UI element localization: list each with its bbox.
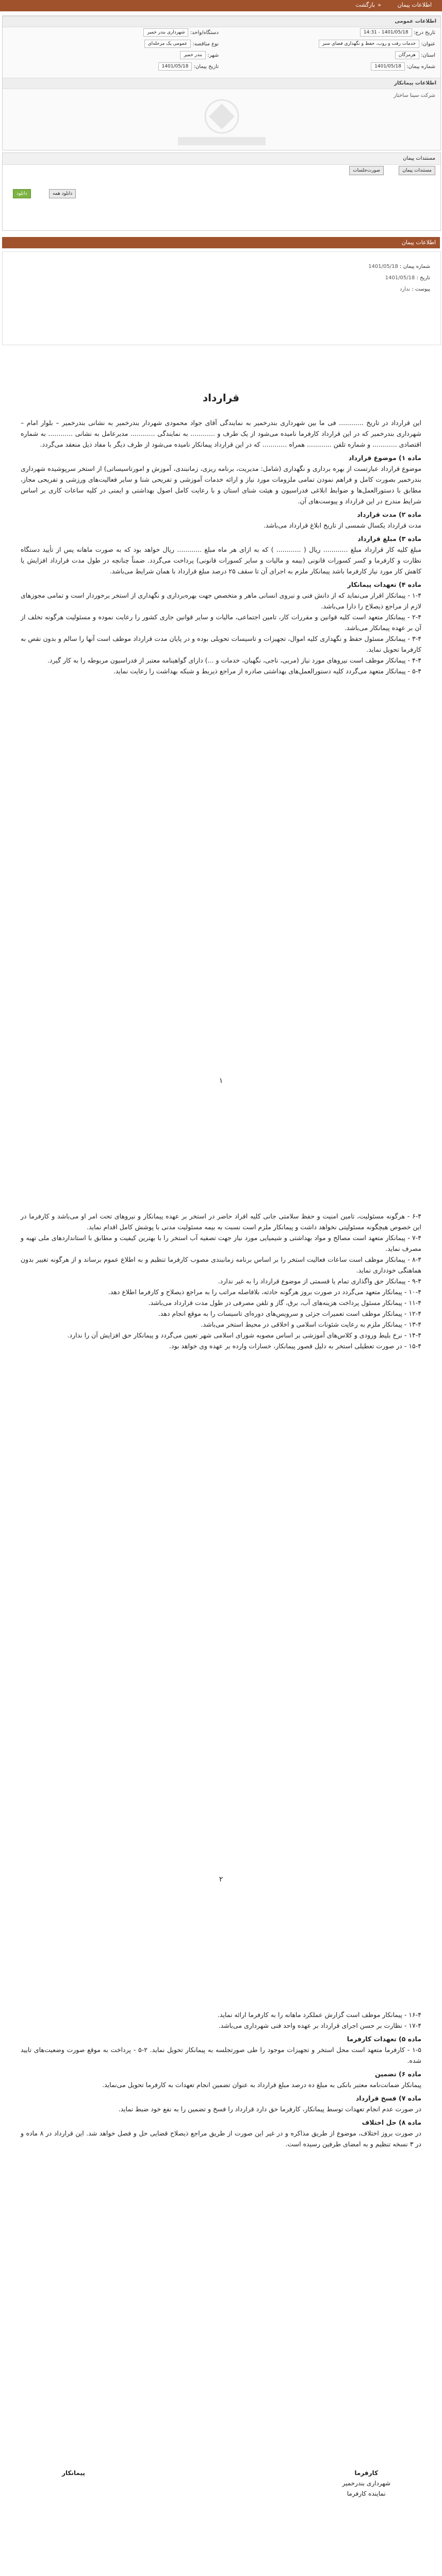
contractor-name-row [394,91,435,100]
documents-title: مستندات پیمان [403,156,435,161]
top-bar [0,0,442,11]
contract-section-bar: اطلاعات پیمان [2,237,440,248]
meta-value: ندارد [400,286,411,292]
download-button[interactable]: دانلود [13,189,31,198]
contract-page-3 [21,2009,421,2149]
employer-signature [342,2468,390,2499]
info-value: عمومی یک مرحله‌ای [144,40,191,48]
info-row [144,40,219,49]
article-item: ۱۴-۴ - نرخ بلیط ورودی و کلاس‌های آموزشی بر اساس مصوبه شورای اسلامی شهر تعیین می‌گردد و پیمانکار حق افزایش آن را ندارد. [67,1331,421,1339]
article-item: ۲-۴ - پیمانکار متعهد است کلیه قوانین و مقررات کار، تامین اجتماعی، مالیات و سایر قوانین جاری کشور را رعایت نموده و مسئولیت هرگونه تخلف از آن بر عهده پیمانکار می‌باشد. [21,613,421,632]
back-link[interactable]: بازگشت [355,2,375,8]
breadcrumb-separator: » [378,2,381,8]
contract-intro: این قرارداد در تاریخ ............ فی ما بین شهرداری بندرخمیر به نمایندگی آقای جواد محمودی شهردار بندرخمیر به نشانی بندرخمیر – بلوار امام – شهرداری بندرخمیر که در این قرارداد کارفرما نامیده می‌شود از یک طرف و ............ به نمایندگی ............ مدیرعامل به نشانی ............ به شماره اقتصادی ............ و شماره تلفن ............ همراه ............ که در این قرارداد پیمانکار نامیده می‌شود از طرف دیگر با مفاد ذیل منعقد می‌گردد. [21,419,421,448]
info-row [158,62,219,72]
article-text: مدت قرارداد یکسال شمسی از تاریخ ابلاغ قرارداد می‌باشد. [263,521,421,529]
meta-value: 1401/05/18 [368,264,398,269]
info-value: 1401/05/18 [158,62,192,71]
contractor-name: شرکت سینا ساختار [394,93,435,98]
article-item: ۸-۴ - پیمانکار موظف است ساعات فعالیت استخر را بر اساس برنامه زمانبندی مصوب کارفرما تنظیم و به اطلاع عموم برساند و از هرگونه تغییر بدون هماهنگی خودداری نماید. [21,1256,421,1274]
article-item: ۱۰-۴ - پیمانکار متعهد می‌گردد در صورت بروز هرگونه حادثه، بلافاصله مراتب را به مراجع ذیصلاح و کارفرما اطلاع دهد. [108,1288,421,1296]
meta-row: پیوست : ندارد [400,286,430,292]
article-item: ۶-۴ - هرگونه مسئولیت، تامین امنیت و حفظ سلامتی جانی کلیه افراد حاضر در استخر بر عهده پیمانکار و نیروهای تحت امر او می‌باشد و کارفرما در این خصوص هیچگونه مسئولیتی نخواهد داشت و پیمانکار ملزم است نسبت به بیمه مسئولیت مدنی با پوشش کامل اقدام نماید. [21,1212,421,1231]
article-item: ۱-۴ - پیمانکار اقرار می‌نماید که از دانش فنی و نیروی انسانی ماهر و متخصص جهت بهره‌برداری و نگهداری از استخر برخوردار است و تمامی مجوزهای لازم از مراجع ذیصلاح را دارا می‌باشد. [21,591,421,610]
article-text: در صورت عدم انجام تعهدات توسط پیمانکار، کارفرما حق دارد قرارداد را فسخ و تضمین را به نفع خود ضبط نماید. [118,2105,421,2113]
article-item: ۹-۴ - پیمانکار حق واگذاری تمام یا قسمتی از موضوع قرارداد را به غیر ندارد. [218,1277,421,1285]
article-title: ماده ۵) تعهدات کارفرما [347,2035,421,2043]
article-item: ۷-۴ - پیمانکار متعهد است مصالح و مواد بهداشتی و شیمیایی مورد نیاز جهت تصفیه آب استخر را با بهترین کیفیت و مطابق با استانداردهای ملی تهیه و مصرف نماید. [21,1234,421,1252]
article-item: ۳-۴ - پیمانکار مسئول حفظ و نگهداری کلیه اموال، تجهیزات و تاسیسات تحویلی بوده و در پایان مدت قرارداد موظف است آنها را سالم و بدون نقص به کارفرما تحویل نماید. [21,635,421,653]
contractor-title: پیمانکار [62,2469,85,2477]
article-item: ۵-۴ - پیمانکار متعهد می‌گردد کلیه دستورالعمل‌های بهداشتی صادره از مراجع ذیربط و شبکه بهداشت را رعایت نماید. [113,667,421,675]
article-text: ۱-۵ - کارفرما متعهد است محل استخر و تجهیزات موجود را طی صورتجلسه به پیمانکار تحویل نماید. ۲-۵ - پرداخت به موقع صورت وضعیت‌های تایید شده. [21,2046,422,2064]
info-label: تاریخ پیمان: [193,64,219,70]
tab-documents[interactable]: مستندات پیمان [399,166,435,175]
info-row [319,40,435,49]
info-row [360,28,435,38]
contract-meta [2,251,441,345]
info-value: 1401/05/18 - 14:31 [360,28,412,37]
article-text: موضوع قرارداد عبارتست از بهره برداری و نگهداری (شامل: مدیریت، برنامه ریزی، زمانبندی، آموزش و امورتاسیساتی) از استخر سرپوشیده شهرداری بندرخمیر بصورت کامل و فراهم نمودن تمامی ملزومات مورد نیاز و ارائه خدمات آموزشی و تفریحی شنا و سایر فعالیت‌های ورزشی و تفریحی مجاز، مطابق با دستورالعمل‌ها و ضوابط ابلاغی فدراسیون و هیئت شنای استان و با رعایت کامل اصول بهداشتی و ایمنی در کلیه ساعات کاری بر اساس شرایط مندرج در این قرارداد و پیوست‌های آن. [21,465,421,505]
info-row [371,62,435,72]
documents-panel [2,152,441,231]
documents-header [3,153,440,165]
article-item: ۱۵-۴ - در صورت تعطیلی استخر به دلیل قصور پیمانکار، خسارات وارده بر عهده وی خواهد بود. [169,1342,421,1350]
employer-title: کارفرما [354,2469,379,2477]
meta-row: تاریخ : 1401/05/18 [385,275,430,281]
info-label: نوع مناقصه: [192,41,219,47]
employer-org: شهرداری بندرخمیر [342,2480,390,2487]
article-item: ۴-۴ - پیمانکار موظف است نیروهای مورد نیاز (مربی، ناجی، نگهبان، خدمات و ...) دارای گواهینامه معتبر از فدراسیون مربوطه را به کار گیرد. [47,656,421,664]
info-label: شهر: [207,53,219,58]
info-value: شهرداری بندر خمیر [143,28,188,37]
article-title: ماده ۴) تعهدات پیمانکار [347,581,421,588]
article-item: ۱۲-۴ - پیمانکار موظف است تعمیرات جزئی و سرویس‌های دوره‌ای تاسیسات را به موقع انجام دهد. [158,1310,421,1317]
article-item: ۱۶-۴ - پیمانکار موظف است گزارش عملکرد ماهانه را به کارفرما ارائه نماید. [217,2011,421,2019]
article-text: مبلغ کلیه کار قرارداد مبلغ ............ ریال ( ............ ) که به ازای هر ماه مبلغ ............ ریال خواهد بود که به صورت ماهانه پس از تأیید دستگاه نظارت و کارفرما و کسر کسورات قانونی (بیمه و مالیات و سایر کسورات قانونی) پرداخت می‌گردد. ضمناً چنانچه در طول مدت قرارداد افزایش یا کاهش کار مورد نیاز کارفرما باشد پیمانکار ملزم به اجرای آن تا سقف ۲۵ درصد مبلغ قرارداد با همان شرایط می‌باشد. [21,546,421,575]
watermark-logo [157,96,286,152]
article-title: ماده ۱) موضوع قرارداد [348,454,421,462]
article-title: ماده ۶) تضمین [374,2070,421,2078]
info-label: دستگاه/واحد: [190,30,219,36]
article-item: ۱۷-۴ - نظارت بر حسن اجرای قرارداد بر عهده واحد فنی شهرداری می‌باشد. [218,2022,421,2029]
info-label: استان: [421,53,435,58]
employer-rep: نماینده کارفرما [347,2490,386,2497]
info-value: هرمزگان [395,51,419,59]
article-item: ۱۱-۴ - پیمانکار مسئول پرداخت هزینه‌های آب، برق، گاز و تلفن مصرفی در طول مدت قرارداد می‌باشد. [148,1299,421,1307]
info-row [395,51,435,60]
page-title: اطلاعات پیمان [397,2,432,8]
page-number: ۱ [219,1077,223,1085]
contract-title: قرارداد [202,392,240,404]
contractor-signature [62,2468,85,2478]
info-label: تاریخ درج: [413,30,435,36]
contract-page-2 [21,1211,421,1351]
meta-label: پیوست [415,286,430,292]
page-number: ۲ [219,1875,223,1884]
download-all-button[interactable]: دانلود همه [49,189,76,198]
info-panel [2,15,441,150]
info-value: 1401/05/18 [371,62,405,71]
contract-page-1 [21,417,421,676]
article-title: ماده ۷) فسخ قرارداد [355,2094,421,2102]
article-item: ۱۳-۴ - پیمانکار ملزم به رعایت شئونات اسلامی و اخلاقی در محیط استخر می‌باشد. [201,1320,421,1328]
general-info-header: اطلاعات عمومی [3,16,440,27]
meta-row: شماره پیمان : 1401/05/18 [368,264,430,269]
tab-minutes[interactable]: صورت‌جلسات [349,166,384,175]
article-title: ماده ۲) مدت قرارداد [357,511,421,518]
meta-value: 1401/05/18 [385,275,415,281]
article-text: پیمانکار ضمانت‌نامه معتبر بانکی به مبلغ ده درصد مبلغ قرارداد به عنوان تضمین انجام تعهدات به کارفرما تحویل می‌نماید. [102,2081,421,2089]
article-title: ماده ۸) حل اختلاف [362,2119,421,2126]
info-row [180,51,219,60]
article-text: در صورت بروز اختلاف، موضوع از طریق مذاکره و در غیر این صورت از طریق مراجع ذیصلاح قضایی حل و فصل خواهد شد. این قرارداد در ۸ ماده و در ۳ نسخه تنظیم و به امضای طرفین رسیده است. [21,2129,421,2148]
meta-label: شماره پیمان [403,264,430,269]
info-label: عنوان: [421,41,435,47]
info-value: بندر خمیر [180,51,206,59]
info-label: شماره پیمان: [406,64,435,70]
documents-tabs [3,165,440,175]
meta-label: تاریخ [420,275,430,281]
article-title: ماده ۳) مبلغ قرارداد [357,535,421,543]
contractor-info-header: اطلاعات پیمانکار [3,78,440,89]
info-value: خدمات رفت و روب، حفظ و نگهداری فضای سبز [319,40,419,48]
info-row [143,28,219,38]
